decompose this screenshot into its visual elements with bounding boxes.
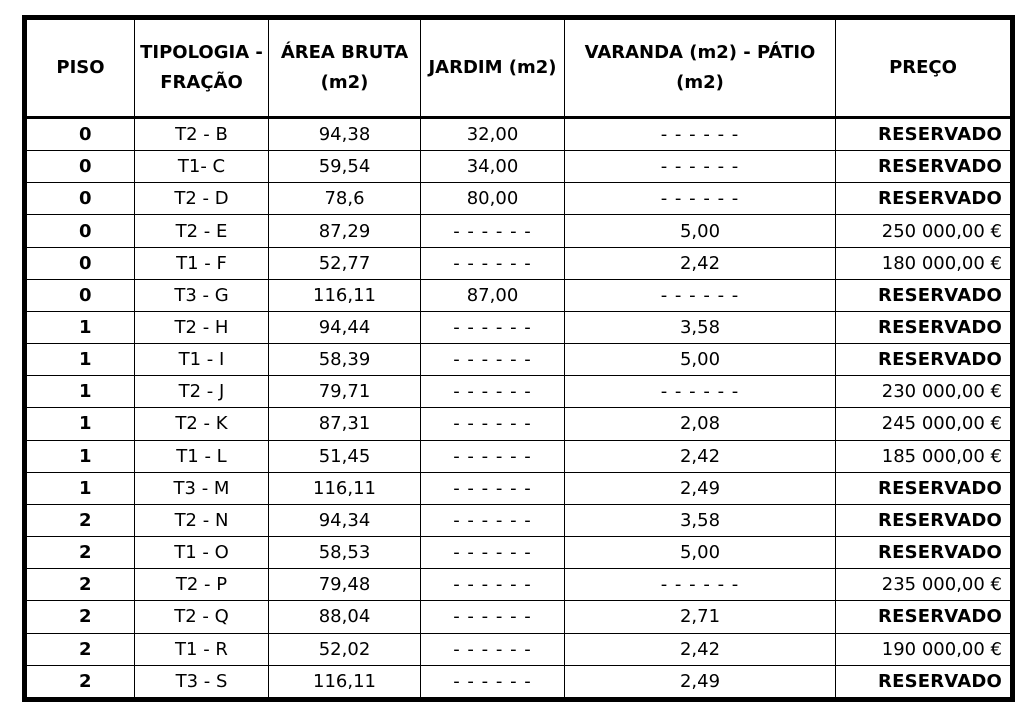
cell-jardim: - - - - - - bbox=[421, 504, 565, 536]
price-table bbox=[26, 19, 1011, 698]
cell-area: 116,11 bbox=[269, 279, 421, 311]
cell-piso: 0 bbox=[27, 151, 135, 183]
cell-preco: RESERVADO bbox=[836, 601, 1011, 633]
cell-varanda: - - - - - - bbox=[565, 376, 836, 408]
cell-piso: 2 bbox=[27, 504, 135, 536]
cell-piso: 1 bbox=[27, 344, 135, 376]
table-body bbox=[27, 118, 1011, 698]
cell-tipologia: T2 - J bbox=[135, 376, 269, 408]
header-area: ÁREA BRUTA (m2) bbox=[269, 20, 421, 118]
cell-area: 59,54 bbox=[269, 151, 421, 183]
table-row bbox=[27, 151, 1011, 183]
cell-jardim: 80,00 bbox=[421, 183, 565, 215]
cell-varanda: - - - - - - bbox=[565, 118, 836, 151]
table-row bbox=[27, 247, 1011, 279]
table-row bbox=[27, 344, 1011, 376]
cell-jardim: 34,00 bbox=[421, 151, 565, 183]
cell-varanda: - - - - - - bbox=[565, 279, 836, 311]
cell-area: 58,53 bbox=[269, 537, 421, 569]
cell-preco: 180 000,00 € bbox=[836, 247, 1011, 279]
table-row bbox=[27, 665, 1011, 697]
cell-piso: 1 bbox=[27, 311, 135, 343]
cell-tipologia: T2 - K bbox=[135, 408, 269, 440]
header-preco: PREÇO bbox=[836, 20, 1011, 118]
cell-tipologia: T1 - R bbox=[135, 633, 269, 665]
cell-piso: 1 bbox=[27, 408, 135, 440]
cell-tipologia: T2 - H bbox=[135, 311, 269, 343]
cell-preco: 230 000,00 € bbox=[836, 376, 1011, 408]
cell-tipologia: T2 - Q bbox=[135, 601, 269, 633]
cell-piso: 1 bbox=[27, 472, 135, 504]
cell-preco: 190 000,00 € bbox=[836, 633, 1011, 665]
cell-varanda: 2,49 bbox=[565, 665, 836, 697]
header-tipologia: TIPOLOGIA - FRAÇÃO bbox=[135, 20, 269, 118]
cell-preco: RESERVADO bbox=[836, 279, 1011, 311]
cell-piso: 0 bbox=[27, 183, 135, 215]
cell-preco: RESERVADO bbox=[836, 537, 1011, 569]
table-row bbox=[27, 376, 1011, 408]
cell-varanda: 2,42 bbox=[565, 440, 836, 472]
cell-jardim: - - - - - - bbox=[421, 537, 565, 569]
table-row bbox=[27, 633, 1011, 665]
table-row bbox=[27, 537, 1011, 569]
cell-varanda: 2,42 bbox=[565, 633, 836, 665]
cell-piso: 1 bbox=[27, 440, 135, 472]
cell-piso: 2 bbox=[27, 665, 135, 697]
cell-tipologia: T1- C bbox=[135, 151, 269, 183]
cell-tipologia: T2 - N bbox=[135, 504, 269, 536]
cell-varanda: 2,42 bbox=[565, 247, 836, 279]
cell-tipologia: T3 - M bbox=[135, 472, 269, 504]
cell-tipologia: T1 - I bbox=[135, 344, 269, 376]
cell-piso: 2 bbox=[27, 537, 135, 569]
cell-piso: 1 bbox=[27, 376, 135, 408]
cell-jardim: - - - - - - bbox=[421, 215, 565, 247]
cell-jardim: - - - - - - bbox=[421, 247, 565, 279]
cell-jardim: - - - - - - bbox=[421, 408, 565, 440]
cell-jardim: - - - - - - bbox=[421, 440, 565, 472]
cell-varanda: 5,00 bbox=[565, 215, 836, 247]
table-row bbox=[27, 472, 1011, 504]
cell-preco: RESERVADO bbox=[836, 472, 1011, 504]
price-list-sheet bbox=[22, 15, 1015, 702]
cell-area: 58,39 bbox=[269, 344, 421, 376]
cell-area: 94,44 bbox=[269, 311, 421, 343]
cell-area: 94,38 bbox=[269, 118, 421, 151]
cell-varanda: 2,49 bbox=[565, 472, 836, 504]
table-row bbox=[27, 183, 1011, 215]
table-row bbox=[27, 601, 1011, 633]
table-row bbox=[27, 504, 1011, 536]
header-row bbox=[27, 20, 1011, 118]
cell-tipologia: T2 - E bbox=[135, 215, 269, 247]
table-row bbox=[27, 569, 1011, 601]
table-row bbox=[27, 215, 1011, 247]
header-varanda: VARANDA (m2) - PÁTIO (m2) bbox=[565, 20, 836, 118]
header-jardim: JARDIM (m2) bbox=[421, 20, 565, 118]
cell-tipologia: T2 - P bbox=[135, 569, 269, 601]
cell-tipologia: T2 - D bbox=[135, 183, 269, 215]
cell-area: 116,11 bbox=[269, 665, 421, 697]
cell-tipologia: T1 - L bbox=[135, 440, 269, 472]
cell-area: 116,11 bbox=[269, 472, 421, 504]
cell-varanda: - - - - - - bbox=[565, 151, 836, 183]
table-row bbox=[27, 118, 1011, 151]
cell-jardim: - - - - - - bbox=[421, 311, 565, 343]
cell-jardim: - - - - - - bbox=[421, 665, 565, 697]
cell-area: 51,45 bbox=[269, 440, 421, 472]
cell-preco: RESERVADO bbox=[836, 151, 1011, 183]
cell-preco: RESERVADO bbox=[836, 344, 1011, 376]
cell-piso: 0 bbox=[27, 215, 135, 247]
cell-jardim: - - - - - - bbox=[421, 376, 565, 408]
cell-preco: RESERVADO bbox=[836, 183, 1011, 215]
cell-preco: 235 000,00 € bbox=[836, 569, 1011, 601]
cell-preco: RESERVADO bbox=[836, 665, 1011, 697]
cell-varanda: 5,00 bbox=[565, 344, 836, 376]
cell-preco: 245 000,00 € bbox=[836, 408, 1011, 440]
table-row bbox=[27, 311, 1011, 343]
table-row bbox=[27, 440, 1011, 472]
cell-varanda: 3,58 bbox=[565, 504, 836, 536]
cell-varanda: 3,58 bbox=[565, 311, 836, 343]
cell-tipologia: T3 - G bbox=[135, 279, 269, 311]
cell-jardim: - - - - - - bbox=[421, 601, 565, 633]
cell-piso: 0 bbox=[27, 247, 135, 279]
cell-tipologia: T2 - B bbox=[135, 118, 269, 151]
cell-preco: RESERVADO bbox=[836, 504, 1011, 536]
cell-preco: 250 000,00 € bbox=[836, 215, 1011, 247]
cell-jardim: 32,00 bbox=[421, 118, 565, 151]
cell-jardim: - - - - - - bbox=[421, 344, 565, 376]
cell-piso: 2 bbox=[27, 601, 135, 633]
table-row bbox=[27, 279, 1011, 311]
cell-area: 87,29 bbox=[269, 215, 421, 247]
cell-piso: 2 bbox=[27, 569, 135, 601]
cell-tipologia: T1 - O bbox=[135, 537, 269, 569]
cell-tipologia: T3 - S bbox=[135, 665, 269, 697]
cell-varanda: 2,08 bbox=[565, 408, 836, 440]
cell-area: 78,6 bbox=[269, 183, 421, 215]
table-row bbox=[27, 408, 1011, 440]
cell-area: 94,34 bbox=[269, 504, 421, 536]
cell-jardim: - - - - - - bbox=[421, 569, 565, 601]
cell-varanda: 2,71 bbox=[565, 601, 836, 633]
cell-piso: 0 bbox=[27, 279, 135, 311]
cell-jardim: - - - - - - bbox=[421, 633, 565, 665]
cell-varanda: - - - - - - bbox=[565, 569, 836, 601]
cell-jardim: - - - - - - bbox=[421, 472, 565, 504]
cell-jardim: 87,00 bbox=[421, 279, 565, 311]
cell-area: 52,02 bbox=[269, 633, 421, 665]
cell-area: 79,71 bbox=[269, 376, 421, 408]
cell-preco: 185 000,00 € bbox=[836, 440, 1011, 472]
cell-area: 88,04 bbox=[269, 601, 421, 633]
cell-piso: 2 bbox=[27, 633, 135, 665]
cell-varanda: - - - - - - bbox=[565, 183, 836, 215]
cell-tipologia: T1 - F bbox=[135, 247, 269, 279]
cell-piso: 0 bbox=[27, 118, 135, 151]
cell-varanda: 5,00 bbox=[565, 537, 836, 569]
cell-area: 79,48 bbox=[269, 569, 421, 601]
cell-preco: RESERVADO bbox=[836, 311, 1011, 343]
header-piso: PISO bbox=[27, 20, 135, 118]
cell-preco: RESERVADO bbox=[836, 118, 1011, 151]
cell-area: 87,31 bbox=[269, 408, 421, 440]
cell-area: 52,77 bbox=[269, 247, 421, 279]
